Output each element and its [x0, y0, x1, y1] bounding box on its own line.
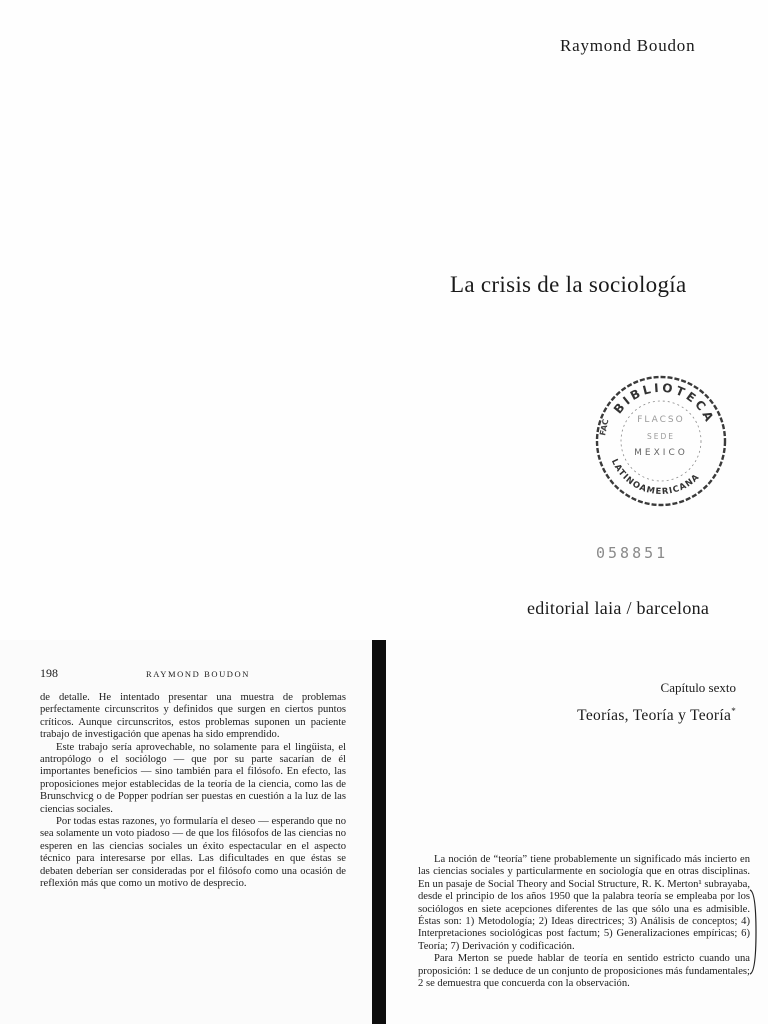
author-name: Raymond Boudon	[560, 36, 696, 55]
chapter-title	[577, 706, 736, 725]
margin-bracket-mark	[748, 888, 758, 976]
left-page	[0, 640, 372, 1024]
paragraph: La noción de “teoría” tiene probablemente un significado más incierto en las ciencias sociales y particularmente en sociología que en otras disciplinas. En un pasaje de Social Theory and Social Structure, R. K. Merton¹ subrayaba, desde el principio de los años 1950 que la palabra teoría se empleaba por los sociólogos en siete acepciones diferentes de las que sólo una es admisible. Éstas son: 1) Metodología; 2) Ideas directrices; 3) Análisis de conceptos; 4) Interpretaciones sociológicas post factum; 5) Generalizaciones empíricas; 6) Teoría; 7) Derivación y codificación.	[418, 854, 750, 952]
stamp-line-2: SEDE	[646, 432, 676, 441]
stamp-left-arc: FAC	[598, 418, 611, 437]
paragraph: Para Merton se puede hablar de teoría en sentido estricto cuando una proposición: 1 se deduce de un conjunto de proposiciones más fundamentales; 2 se demuestra que concuerda con la observación.	[418, 953, 750, 990]
right-page	[386, 640, 768, 1024]
publisher-imprint: editorial laia / barcelona	[527, 598, 710, 618]
paragraph: de detalle. He intentado presentar una muestra de problemas perfectamente circunscritos y definidos que surgen en ciertos puntos críticos. Aunque circunscritos, estos problemas suponen un paciente trabajo de investigación que apenas ha sido emprendido.	[40, 692, 346, 741]
paragraph: Este trabajo sería aprovechable, no solamente para el lingüista, el antropólogo o el sociólogo — que por su parte sacarían de él importantes beneficios — sino también para el filósofo. En efecto, las proposiciones mejor establecidas de la teoría de la ciencia, como las de Brunschvicg o de Popper podrían ser puestas en cuestión a la luz de las ciencias sociales.	[40, 741, 346, 815]
page-spread	[0, 640, 768, 1024]
left-body-text	[40, 692, 346, 891]
chapter-label: Capítulo sexto	[660, 680, 736, 695]
stamp-bottom-arc: LATINOAMERICANA	[608, 457, 702, 498]
book-gutter	[372, 640, 386, 1024]
paragraph: Por todas estas razones, yo formularía el deseo — esperando que no sea solamente un voto piadoso — de que los filósofos de las ciencias no esperen en las ciencias sociales un éxito espectacular en el aspecto técnico para interesarse por ellas. Las dificultades en que éstas se debaten deberían ser consideradas por el filósofo como una ocasión de reflexión más que como un motivo de desprecio.	[40, 816, 346, 890]
accession-number: 058851	[596, 544, 669, 562]
running-head: RAYMOND BOUDON	[146, 669, 251, 679]
footnote-marker: *	[731, 706, 736, 716]
stamp-top-arc: BIBLIOTECA	[610, 380, 718, 427]
chapter-title-text: Teorías, Teoría y Teoría	[577, 707, 732, 725]
page-number: 198	[40, 666, 58, 680]
library-stamp-icon	[590, 370, 732, 512]
book-title: La crisis de la sociología	[450, 272, 687, 297]
stamp-line-1: FLACSO	[637, 415, 685, 425]
right-body-text	[418, 854, 750, 990]
stamp-line-3: MEXICO	[634, 448, 688, 458]
